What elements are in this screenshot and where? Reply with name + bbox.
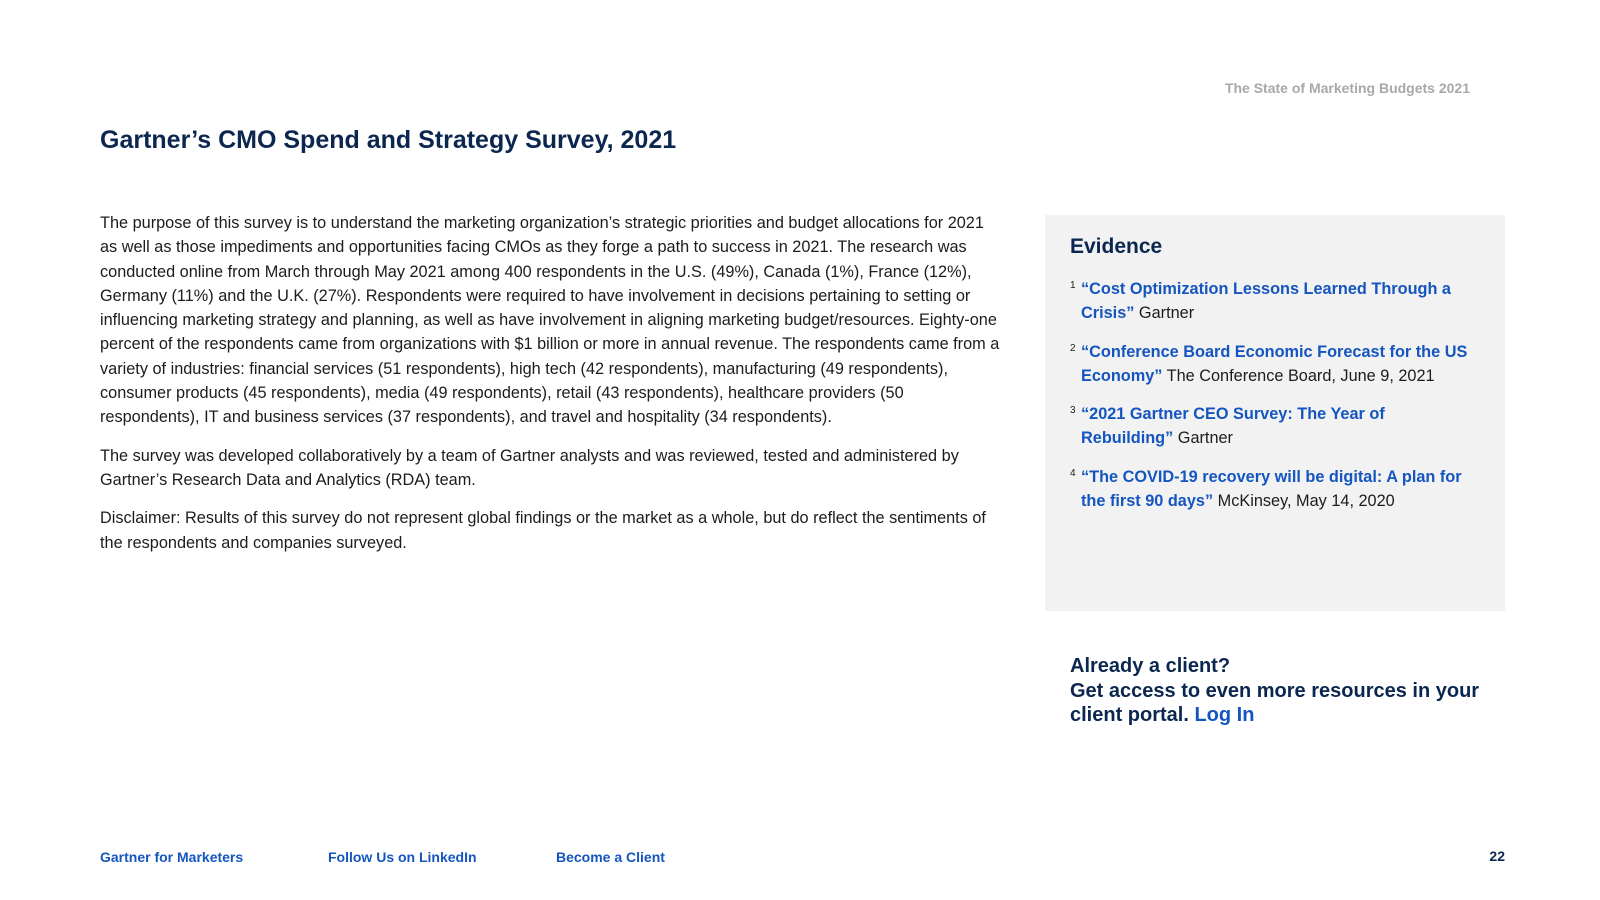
evidence-source: McKinsey, May 14, 2020: [1213, 492, 1395, 511]
cta-text: Get access to even more resources in your client portal.: [1070, 679, 1480, 726]
evidence-number: 2: [1070, 342, 1076, 354]
survey-description: [100, 211, 1000, 569]
cta-heading: Already a client?: [1070, 655, 1231, 677]
evidence-citation: [1081, 465, 1480, 514]
page-title: Gartner’s CMO Spend and Strategy Survey, 2021: [100, 126, 677, 154]
evidence-number: 1: [1070, 280, 1076, 291]
evidence-number: 3: [1070, 405, 1076, 417]
client-cta: [1070, 654, 1490, 728]
evidence-source: The Conference Board, June 9, 2021: [1162, 366, 1435, 385]
evidence-citation: [1081, 340, 1480, 389]
evidence-link[interactable]: “Cost Optimization Lessons Learned Through a Crisis”: [1081, 280, 1451, 323]
evidence-link[interactable]: “2021 Gartner CEO Survey: The Year of Rebuilding”: [1081, 405, 1385, 448]
page-number: 22: [1489, 848, 1505, 864]
evidence-link[interactable]: “The COVID-19 recovery will be digital: A plan for the first 90 days”: [1081, 467, 1462, 511]
become-a-client-link[interactable]: Become a Client: [556, 849, 665, 865]
gartner-for-marketers-link[interactable]: Gartner for Marketers: [100, 849, 244, 865]
evidence-heading: Evidence: [1070, 235, 1163, 258]
evidence-source: Gartner: [1173, 429, 1233, 448]
evidence-number: 4: [1070, 467, 1076, 479]
evidence-item: [1070, 340, 1480, 389]
evidence-citation: [1081, 277, 1480, 326]
document-header-title: The State of Marketing Budgets 2021: [1224, 80, 1470, 96]
survey-development-paragraph: The survey was developed collaboratively by a team of Gartner analysts and was reviewed, tested and administered by Gartner’s Research Data and Analytics (RDA) team.: [100, 446, 959, 489]
survey-purpose-paragraph: The purpose of this survey is to understand the marketing organization’s strategic priorities and budget allocations for 2021 as well as those impediments and opportunities facing CMOs as they forge a path to success in 2021. The research was conducted online from March through May 2021 among 400 respondents in the U.S. (49%), Canada (1%), France (12%), Germany (11%) and the U.K. (27%). Respondents were required to have involvement in decisions pertaining to setting or influencing marketing strategy and planning, as well as have involvement in aligning marketing budget/resources. Eighty-one percent of the respondents came from organizations with $1 billion or more in annual revenue. The respondents came from a variety of industries: financial services (51 respondents), high tech (42 respondents), manufacturing (49 respondents), consumer products (45 respondents), media (49 respondents), retail (43 respondents), healthcare providers (50 respondents), IT and business services (37 respondents), and travel and hospitality (34 respondents).: [100, 214, 1000, 427]
evidence-item: [1070, 402, 1480, 451]
disclaimer-paragraph: Disclaimer: Results of this survey do not represent global findings or the market as a whole, but do reflect the sentiments of the respondents and companies surveyed.: [100, 509, 986, 552]
evidence-panel: [1045, 215, 1505, 611]
evidence-citation: [1081, 402, 1480, 451]
evidence-source: Gartner: [1134, 304, 1195, 323]
log-in-link[interactable]: Log In: [1194, 704, 1255, 726]
evidence-link[interactable]: “Conference Board Economic Forecast for the US Economy”: [1081, 342, 1468, 385]
evidence-item: [1070, 277, 1480, 326]
evidence-item: [1070, 465, 1480, 514]
follow-linkedin-link[interactable]: Follow Us on LinkedIn: [328, 849, 477, 865]
cta-text-line: [1070, 679, 1490, 728]
